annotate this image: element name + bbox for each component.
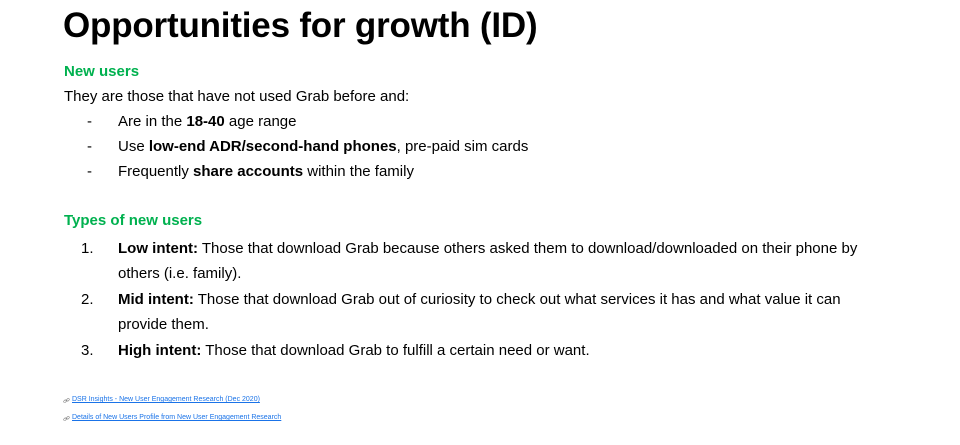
- intent-description: Those that download Grab to fulfill a certain need or want.: [201, 342, 590, 359]
- link-icon: [63, 397, 70, 404]
- reference-link-row[interactable]: [63, 391, 281, 409]
- list-item: [64, 338, 884, 363]
- intent-label: Low intent:: [118, 240, 198, 257]
- bullet-text-bold: low-end ADR/second-hand phones: [148, 138, 397, 155]
- new-users-bullet-list: [64, 112, 528, 187]
- list-item: [64, 162, 528, 187]
- section-heading-types-of-new-users: Types of new users: [64, 212, 203, 229]
- page-title: Opportunities for growth (ID): [63, 6, 538, 45]
- new-users-intro: They are those that have not used Grab before and:: [64, 88, 410, 105]
- dsr-insights-link[interactable]: DSR Insights - New User Engagement Research (Dec 2020): [72, 396, 260, 403]
- bullet-text-bold: share accounts: [193, 163, 304, 180]
- bullet-text-post: age range: [224, 113, 297, 130]
- intent-description: Those that download Grab out of curiosity to check out what services it has and what value it can provide them.: [118, 291, 841, 333]
- list-item: [64, 112, 528, 137]
- bullet-text-pre: Are in the: [118, 113, 187, 130]
- bullet-text-pre: Use: [118, 138, 149, 155]
- reference-links: [63, 391, 281, 427]
- bullet-dash: -: [87, 113, 92, 130]
- bullet-text-post: , pre-paid sim cards: [396, 138, 529, 155]
- section-heading-new-users: New users: [64, 63, 140, 80]
- list-number: 2.: [81, 291, 94, 308]
- list-item: [64, 287, 884, 337]
- list-item: [64, 236, 884, 286]
- intent-description: Those that download Grab because others asked them to download/downloaded on their phone by others (i.e. family).: [118, 240, 858, 282]
- bullet-text-bold: 18-40: [186, 113, 225, 130]
- reference-link-row[interactable]: [63, 409, 281, 427]
- intent-label: High intent:: [118, 342, 202, 359]
- bullet-text-post: within the family: [303, 163, 414, 180]
- list-item: [64, 137, 528, 162]
- types-numbered-list: [64, 236, 884, 364]
- intent-label: Mid intent:: [118, 291, 194, 308]
- bullet-dash: -: [87, 163, 92, 180]
- bullet-text-pre: Frequently: [118, 163, 194, 180]
- list-number: 3.: [81, 342, 94, 359]
- new-users-profile-link[interactable]: Details of New Users Profile from New User Engagement Research: [72, 414, 282, 421]
- bullet-dash: -: [87, 138, 92, 155]
- list-number: 1.: [81, 240, 94, 257]
- link-icon: [63, 415, 70, 422]
